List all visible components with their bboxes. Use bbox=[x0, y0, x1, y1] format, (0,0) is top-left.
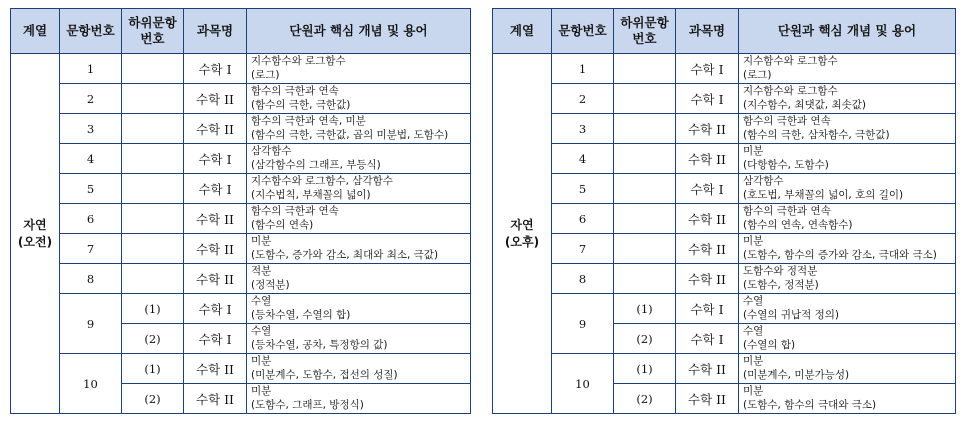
header-series: 계열 bbox=[493, 9, 552, 54]
table-row bbox=[11, 234, 471, 264]
subquestion-number-cell bbox=[122, 144, 184, 174]
series-cell: 자연 (오전) bbox=[11, 54, 60, 414]
subquestion-number-cell: (2) bbox=[614, 324, 676, 354]
question-number-cell: 7 bbox=[552, 234, 614, 264]
subject-cell: 수학 II bbox=[676, 204, 739, 234]
unit-name: 미분 bbox=[251, 235, 272, 248]
unit-cell bbox=[247, 144, 471, 174]
question-number-cell: 3 bbox=[552, 114, 614, 144]
unit-cell bbox=[739, 264, 956, 294]
concept-terms: (정적분) bbox=[251, 278, 290, 291]
question-number-cell: 2 bbox=[60, 84, 122, 114]
subject-cell: 수학 I bbox=[184, 324, 247, 354]
subject-cell: 수학 II bbox=[184, 114, 247, 144]
unit-cell bbox=[739, 384, 956, 414]
subject-cell: 수학 I bbox=[676, 54, 739, 84]
question-number-cell: 1 bbox=[60, 54, 122, 84]
concept-terms: (도함수, 함수의 극대와 극소) bbox=[743, 398, 877, 411]
unit-name: 함수의 극한과 연속 bbox=[743, 205, 831, 218]
table-row bbox=[493, 354, 956, 384]
unit-name: 함수의 극한과 연속, 미분 bbox=[251, 115, 366, 128]
unit-cell bbox=[247, 264, 471, 294]
question-number-cell: 10 bbox=[552, 354, 614, 414]
concept-terms: (등차수열, 수열의 합) bbox=[251, 308, 351, 321]
concept-terms: (도함수, 함수의 증가와 감소, 극대와 극소) bbox=[743, 248, 937, 261]
subquestion-number-cell bbox=[122, 264, 184, 294]
table-row bbox=[11, 144, 471, 174]
subquestion-number-cell: (2) bbox=[122, 384, 184, 414]
question-number-cell: 1 bbox=[552, 54, 614, 84]
unit-name: 미분 bbox=[743, 235, 764, 248]
subject-cell: 수학 II bbox=[184, 354, 247, 384]
unit-cell bbox=[247, 114, 471, 144]
subject-cell: 수학 II bbox=[184, 234, 247, 264]
concept-terms: (다항함수, 도함수) bbox=[743, 158, 829, 171]
concept-terms: (지수법칙, 부채꼴의 넓이) bbox=[251, 188, 371, 201]
unit-cell bbox=[247, 294, 471, 324]
table-body bbox=[493, 54, 956, 414]
header-question-number: 문항번호 bbox=[60, 9, 122, 54]
unit-cell bbox=[247, 84, 471, 114]
question-number-cell: 9 bbox=[552, 294, 614, 354]
subquestion-number-cell bbox=[614, 204, 676, 234]
unit-cell bbox=[247, 234, 471, 264]
header-question-number: 문항번호 bbox=[552, 9, 614, 54]
question-number-cell: 4 bbox=[552, 144, 614, 174]
subquestion-number-cell: (1) bbox=[122, 294, 184, 324]
table-row bbox=[11, 264, 471, 294]
subquestion-number-cell bbox=[614, 84, 676, 114]
question-number-cell: 6 bbox=[552, 204, 614, 234]
unit-cell bbox=[739, 54, 956, 84]
table-row bbox=[493, 54, 956, 84]
table-row bbox=[11, 114, 471, 144]
unit-cell bbox=[247, 54, 471, 84]
subquestion-number-cell bbox=[614, 144, 676, 174]
unit-name: 미분 bbox=[743, 145, 764, 158]
subject-cell: 수학 I bbox=[184, 54, 247, 84]
concept-terms: (도함수, 그래프, 방정식) bbox=[251, 398, 364, 411]
unit-name: 미분 bbox=[743, 355, 764, 368]
concept-terms: (함수의 연속, 연속함수) bbox=[743, 218, 853, 231]
table-row bbox=[493, 294, 956, 324]
table-row bbox=[11, 174, 471, 204]
header-series: 계열 bbox=[11, 9, 60, 54]
header-unit-concepts: 단원과 핵심 개념 및 용어 bbox=[739, 9, 956, 54]
subject-cell: 수학 II bbox=[184, 84, 247, 114]
unit-cell bbox=[247, 324, 471, 354]
subquestion-number-cell: (1) bbox=[122, 354, 184, 384]
unit-name: 함수의 극한과 연속 bbox=[251, 205, 339, 218]
subquestion-number-cell bbox=[614, 114, 676, 144]
series-cell: 자연 (오후) bbox=[493, 54, 552, 414]
subquestion-number-cell bbox=[614, 54, 676, 84]
table-row bbox=[493, 234, 956, 264]
subject-cell: 수학 I bbox=[184, 294, 247, 324]
unit-name: 지수함수와 로그함수 bbox=[743, 55, 838, 68]
subquestion-number-cell bbox=[122, 54, 184, 84]
table-row bbox=[493, 174, 956, 204]
concept-terms: (도함수, 증가와 감소, 최대와 최소, 극값) bbox=[251, 248, 439, 261]
subject-cell: 수학 II bbox=[676, 354, 739, 384]
table-row bbox=[11, 54, 471, 84]
subject-cell: 수학 I bbox=[184, 144, 247, 174]
exam-table-afternoon bbox=[492, 8, 956, 414]
concept-terms: (삼각함수의 그래프, 부등식) bbox=[251, 158, 381, 171]
question-number-cell: 5 bbox=[60, 174, 122, 204]
subject-cell: 수학 I bbox=[676, 324, 739, 354]
subquestion-number-cell: (2) bbox=[122, 324, 184, 354]
concept-terms: (함수의 극한, 극한값, 곱의 미분법, 도함수) bbox=[251, 128, 449, 141]
unit-name: 수열 bbox=[251, 325, 272, 338]
subject-cell: 수학 II bbox=[184, 264, 247, 294]
subject-cell: 수학 II bbox=[676, 144, 739, 174]
unit-name: 삼각함수 bbox=[743, 175, 784, 188]
subject-cell: 수학 II bbox=[676, 234, 739, 264]
question-number-cell: 8 bbox=[60, 264, 122, 294]
subquestion-number-cell: (1) bbox=[614, 354, 676, 384]
concept-terms: (호도법, 부채꼴의 넓이, 호의 길이) bbox=[743, 188, 904, 201]
concept-terms: (등차수열, 공차, 특정항의 값) bbox=[251, 338, 388, 351]
subquestion-number-cell bbox=[614, 264, 676, 294]
unit-cell bbox=[247, 204, 471, 234]
question-number-cell: 4 bbox=[60, 144, 122, 174]
subject-cell: 수학 I bbox=[676, 174, 739, 204]
concept-terms: (수열의 귀납적 정의) bbox=[743, 308, 840, 321]
unit-name: 함수의 극한과 연속 bbox=[251, 85, 339, 98]
unit-name: 수열 bbox=[251, 295, 272, 308]
unit-cell bbox=[739, 354, 956, 384]
unit-cell bbox=[247, 354, 471, 384]
unit-cell bbox=[739, 324, 956, 354]
question-number-cell: 2 bbox=[552, 84, 614, 114]
table-row bbox=[11, 84, 471, 114]
header-subject: 과목명 bbox=[184, 9, 247, 54]
concept-terms: (도함수, 정적분) bbox=[743, 278, 819, 291]
table-row bbox=[493, 204, 956, 234]
unit-cell bbox=[247, 384, 471, 414]
exam-table-morning bbox=[10, 8, 471, 414]
question-number-cell: 5 bbox=[552, 174, 614, 204]
unit-cell bbox=[739, 174, 956, 204]
subject-cell: 수학 II bbox=[676, 384, 739, 414]
unit-cell bbox=[739, 84, 956, 114]
unit-name: 적분 bbox=[251, 265, 272, 278]
subject-cell: 수학 I bbox=[676, 84, 739, 114]
concept-terms: (미분계수, 미분가능성) bbox=[743, 368, 850, 381]
concept-terms: (함수의 극한, 극한값) bbox=[251, 98, 351, 111]
unit-cell bbox=[739, 114, 956, 144]
unit-name: 도함수와 정적분 bbox=[743, 265, 818, 278]
subject-cell: 수학 II bbox=[184, 204, 247, 234]
table-row bbox=[493, 114, 956, 144]
table-row bbox=[493, 264, 956, 294]
subquestion-number-cell bbox=[122, 84, 184, 114]
unit-name: 미분 bbox=[251, 385, 272, 398]
unit-name: 수열 bbox=[743, 295, 764, 308]
question-number-cell: 3 bbox=[60, 114, 122, 144]
header-unit-concepts: 단원과 핵심 개념 및 용어 bbox=[247, 9, 471, 54]
subject-cell: 수학 I bbox=[676, 294, 739, 324]
subquestion-number-cell: (1) bbox=[614, 294, 676, 324]
table-row bbox=[11, 294, 471, 324]
unit-cell bbox=[739, 234, 956, 264]
table-row bbox=[493, 84, 956, 114]
concept-terms: (함수의 연속) bbox=[251, 218, 314, 231]
question-number-cell: 6 bbox=[60, 204, 122, 234]
question-number-cell: 8 bbox=[552, 264, 614, 294]
unit-name: 지수함수와 로그함수 bbox=[743, 85, 838, 98]
unit-name: 지수함수와 로그함수, 삼각함수 bbox=[251, 175, 393, 188]
concept-terms: (미분계수, 도함수, 접선의 성질) bbox=[251, 368, 398, 381]
unit-name: 미분 bbox=[251, 355, 272, 368]
concept-terms: (지수함수, 최댓값, 최솟값) bbox=[743, 98, 866, 111]
header-subquestion-number: 하위문항 번호 bbox=[614, 9, 676, 54]
question-number-cell: 9 bbox=[60, 294, 122, 354]
unit-name: 미분 bbox=[743, 385, 764, 398]
table-row bbox=[11, 354, 471, 384]
unit-name: 지수함수와 로그함수 bbox=[251, 55, 346, 68]
concept-terms: (수열의 합) bbox=[743, 338, 796, 351]
unit-cell bbox=[739, 204, 956, 234]
table-row bbox=[493, 144, 956, 174]
unit-cell bbox=[247, 174, 471, 204]
header-subquestion-number: 하위문항 번호 bbox=[122, 9, 184, 54]
subquestion-number-cell bbox=[122, 114, 184, 144]
header-subject: 과목명 bbox=[676, 9, 739, 54]
subquestion-number-cell bbox=[614, 174, 676, 204]
concept-terms: (로그) bbox=[743, 68, 772, 81]
question-number-cell: 10 bbox=[60, 354, 122, 414]
subject-cell: 수학 I bbox=[184, 174, 247, 204]
subject-cell: 수학 II bbox=[676, 264, 739, 294]
subquestion-number-cell bbox=[614, 234, 676, 264]
unit-cell bbox=[739, 144, 956, 174]
unit-name: 수열 bbox=[743, 325, 764, 338]
concept-terms: (로그) bbox=[251, 68, 280, 81]
subject-cell: 수학 II bbox=[184, 384, 247, 414]
unit-name: 함수의 극한과 연속 bbox=[743, 115, 831, 128]
table-row bbox=[11, 204, 471, 234]
subquestion-number-cell: (2) bbox=[614, 384, 676, 414]
unit-name: 삼각함수 bbox=[251, 145, 292, 158]
question-number-cell: 7 bbox=[60, 234, 122, 264]
table-header bbox=[493, 9, 956, 54]
subquestion-number-cell bbox=[122, 174, 184, 204]
subquestion-number-cell bbox=[122, 204, 184, 234]
table-body bbox=[11, 54, 471, 414]
subject-cell: 수학 II bbox=[676, 114, 739, 144]
subquestion-number-cell bbox=[122, 234, 184, 264]
unit-cell bbox=[739, 294, 956, 324]
table-header bbox=[11, 9, 471, 54]
concept-terms: (함수의 극한, 삼차함수, 극한값) bbox=[743, 128, 890, 141]
